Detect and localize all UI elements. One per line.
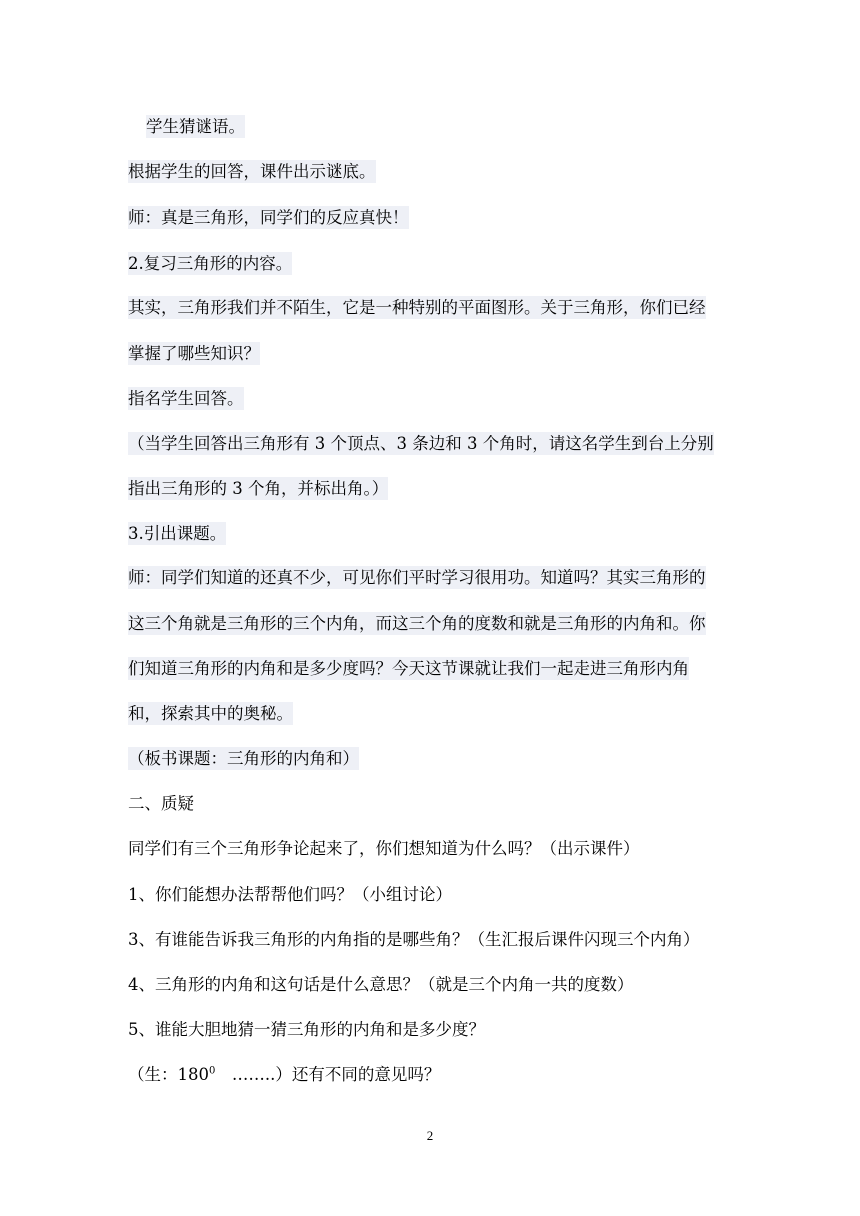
section-heading: 二、质疑 xyxy=(128,794,194,813)
paragraph-line: 师：同学们知道的还真不少，可见你们平时学习很用功。知道吗？其实三角形的 xyxy=(128,568,706,587)
paragraph-line: 们知道三角形的内角和是多少度吗？今天这节课就让我们一起走进三角形内角 xyxy=(128,659,689,678)
degree-superscript: 0 xyxy=(209,1065,216,1077)
paragraph-line: （当学生回答出三角形有 3 个顶点、3 条边和 3 个角时，请这名学生到台上分别 xyxy=(128,434,714,453)
paragraph-line: 掌握了哪些知识？ xyxy=(128,344,260,363)
paragraph-line: （板书课题：三角形的内角和） xyxy=(128,749,359,768)
page-number: 2 xyxy=(426,1128,434,1143)
paragraph-line: 其实，三角形我们并不陌生，它是一种特别的平面图形。关于三角形，你们已经 xyxy=(128,298,706,317)
paragraph-line: 学生猜谜语。 xyxy=(146,117,245,136)
paragraph-line: 师：真是三角形，同学们的反应真快！ xyxy=(128,208,409,227)
paragraph-line: 和，探索其中的奥秘。 xyxy=(128,704,293,723)
paragraph-line: 指名学生回答。 xyxy=(128,389,244,408)
section-heading: 3.引出课题。 xyxy=(128,524,227,543)
list-item: 5、谁能大胆地猜一猜三角形的内角和是多少度？ xyxy=(128,1020,485,1039)
list-item: 4、三角形的内角和这句话是什么意思？（就是三个内角一共的度数） xyxy=(128,975,634,994)
paragraph-line: 根据学生的回答，课件出示谜底。 xyxy=(128,162,376,181)
paragraph-line: 同学们有三个三角形争论起来了，你们想知道为什么吗？（出示课件） xyxy=(128,839,640,858)
list-item: 1、你们能想办法帮帮他们吗？（小组讨论） xyxy=(128,885,452,904)
paragraph-line: （生：$180^0$ ……..）还有不同的意见吗？ xyxy=(128,1065,441,1084)
paragraph-line: 这三个角就是三角形的三个内角，而这三个角的度数和就是三角形的内角和。你 xyxy=(128,614,706,633)
section-heading: 2.复习三角形的内容。 xyxy=(128,254,293,273)
list-item: 3、有谁能告诉我三角形的内角指的是哪些角？（生汇报后课件闪现三个内角） xyxy=(128,930,700,949)
paragraph-line: 指出三角形的 3 个角，并标出角。） xyxy=(128,479,389,498)
